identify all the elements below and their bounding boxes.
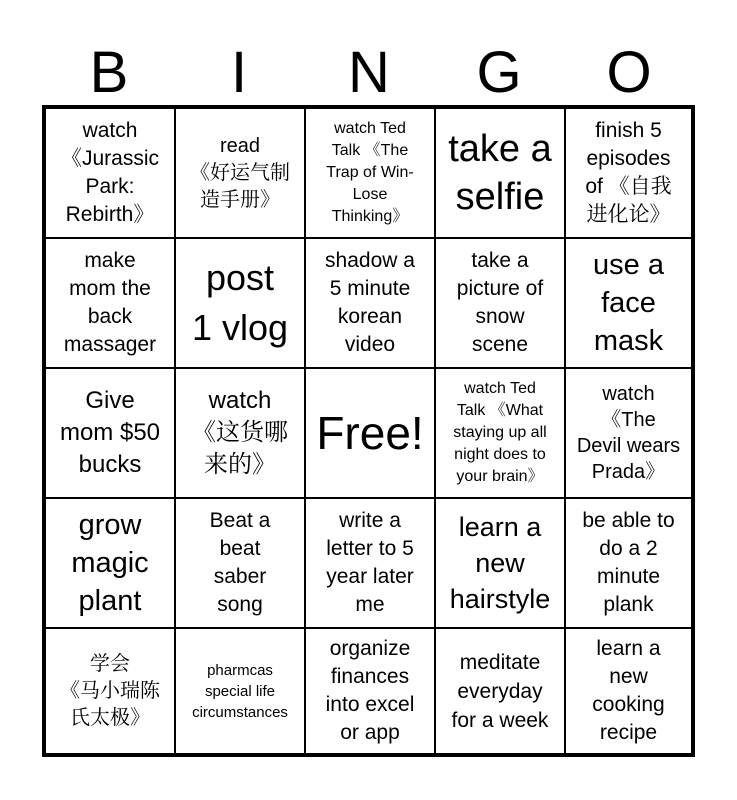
cell-text: shadow a 5 minute korean video xyxy=(325,249,415,356)
bingo-cell[interactable] xyxy=(565,628,692,754)
bingo-cell[interactable] xyxy=(45,368,175,498)
bingo-cell[interactable] xyxy=(305,238,435,368)
cell-text: watch 《这货哪 来的》 xyxy=(192,387,288,478)
bingo-cell[interactable] xyxy=(175,238,305,368)
header-letter-b: B xyxy=(89,40,129,105)
header-letter-n: N xyxy=(348,40,390,105)
bingo-cell[interactable] xyxy=(175,368,305,498)
bingo-cell[interactable] xyxy=(45,238,175,368)
header-letter-i: I xyxy=(230,40,248,105)
bingo-board xyxy=(42,105,695,757)
bingo-cell[interactable] xyxy=(45,628,175,754)
bingo-cell[interactable] xyxy=(175,628,305,754)
cell-text: use a face mask xyxy=(593,249,664,357)
bingo-cell[interactable] xyxy=(435,238,565,368)
cell-text: learn a new cooking recipe xyxy=(592,637,665,744)
cell-text: take a selfie xyxy=(448,128,552,218)
cell-text: write a letter to 5 year later me xyxy=(326,509,414,616)
bingo-cell[interactable] xyxy=(565,108,692,238)
cell-text: post 1 vlog xyxy=(191,257,289,348)
cell-text: 学会 《马小瑞陈 氏太极》 xyxy=(60,652,160,729)
header-letter-g: G xyxy=(476,40,522,105)
bingo-cell[interactable] xyxy=(435,108,565,238)
cell-text: watch Ted Talk 《The Trap of Win- Lose Thinking》 xyxy=(326,120,414,225)
cell-text: watch Ted Talk 《What staying up all night does to your brain》 xyxy=(453,380,547,485)
cell-text: meditate everyday for a week xyxy=(451,650,549,732)
bingo-cell[interactable] xyxy=(565,498,692,628)
bingo-cell[interactable] xyxy=(435,368,565,498)
cell-text: pharmcas special life circumstances xyxy=(192,661,288,721)
cell-text: read 《好运气制 造手册》 xyxy=(190,134,290,211)
cell-text: Give mom $50 bucks xyxy=(59,387,161,478)
cell-text: Beat a beat saber song xyxy=(209,509,271,616)
cell-text: finish 5 episodes of 《自我 进化论》 xyxy=(585,119,672,226)
bingo-cell[interactable] xyxy=(175,108,305,238)
cell-text: organize finances into excel or app xyxy=(325,637,415,744)
cell-text: be able to do a 2 minute plank xyxy=(582,509,675,616)
bingo-cell[interactable] xyxy=(45,498,175,628)
bingo-cell[interactable] xyxy=(435,628,565,754)
cell-text: grow magic plant xyxy=(71,509,149,617)
bingo-cell[interactable] xyxy=(305,628,435,754)
cell-text: make mom the back massager xyxy=(63,249,157,356)
bingo-cell[interactable] xyxy=(435,498,565,628)
cell-text: watch 《Jurassic Park: Rebirth》 xyxy=(60,119,160,226)
bingo-header xyxy=(44,40,694,106)
bingo-cell[interactable] xyxy=(305,108,435,238)
cell-text: take a picture of snow scene xyxy=(456,249,544,356)
cell-text: watch 《The Devil wears Prada》 xyxy=(576,383,681,483)
bingo-cell[interactable] xyxy=(565,368,692,498)
bingo-cell[interactable] xyxy=(565,238,692,368)
bingo-cell[interactable] xyxy=(175,498,305,628)
free-space-cell[interactable] xyxy=(305,368,435,498)
cell-text: Free! xyxy=(316,407,424,459)
bingo-cell[interactable] xyxy=(45,108,175,238)
bingo-cell[interactable] xyxy=(305,498,435,628)
header-letter-o: O xyxy=(606,40,652,105)
cell-text: learn a new hairstyle xyxy=(449,512,551,614)
